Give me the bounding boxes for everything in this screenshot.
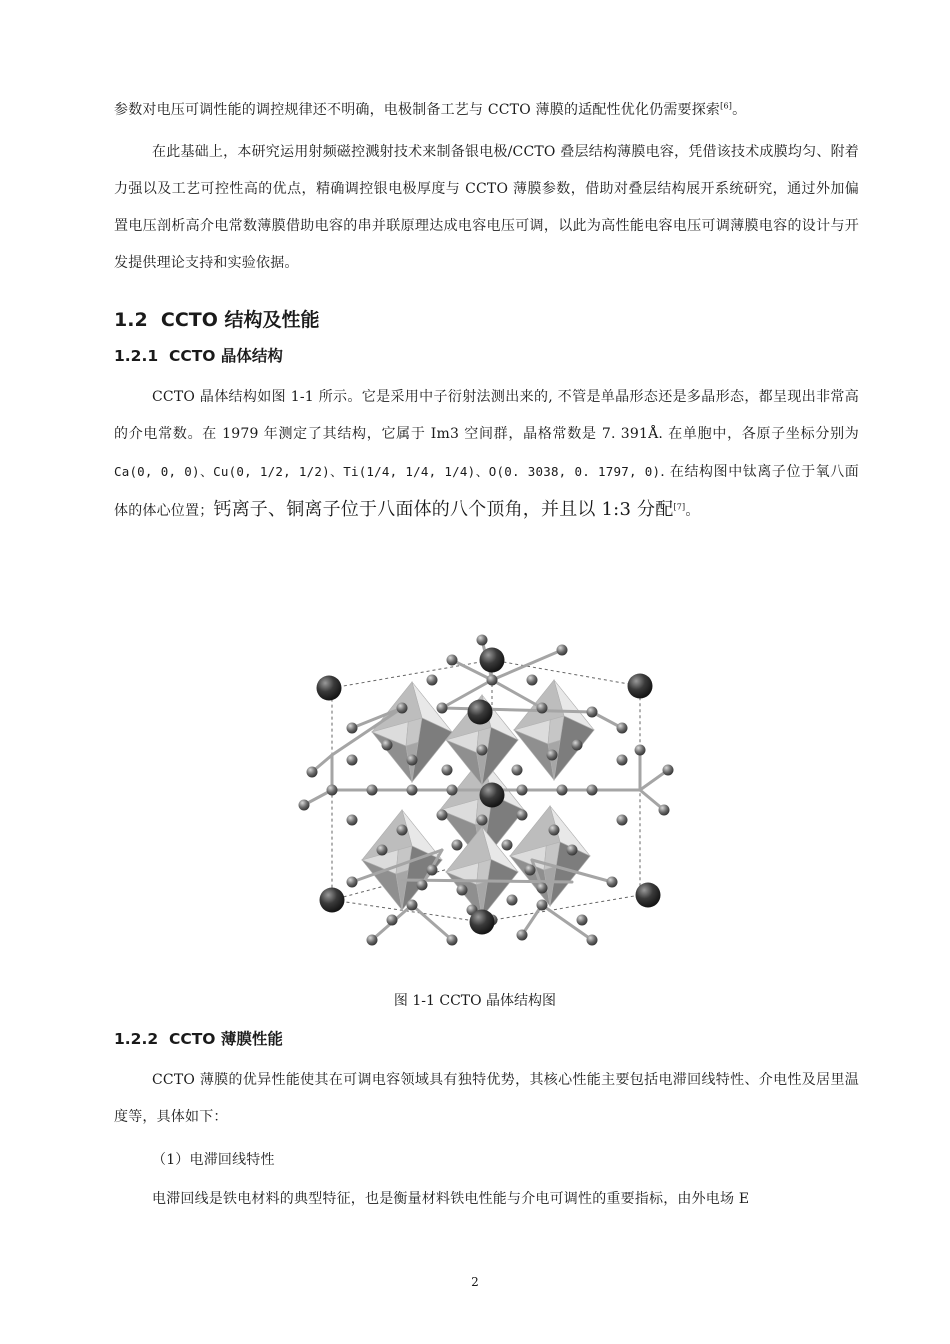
- oxygen-atom: [397, 825, 408, 836]
- oxygen-atom: [377, 845, 388, 856]
- oxygen-atom: [512, 765, 523, 776]
- citation: [7]: [673, 502, 686, 512]
- section-title: CCTO 晶体结构: [168, 347, 283, 365]
- oxygen-atom: [447, 655, 458, 666]
- metal-atom: [480, 783, 505, 808]
- oxygen-atom: [617, 723, 628, 734]
- oxygen-atom: [457, 885, 468, 896]
- list-item-hysteresis: [152, 1142, 752, 1179]
- section-heading-1-2: [114, 305, 320, 332]
- oxygen-atom: [437, 703, 448, 714]
- oxygen-atom: [502, 840, 513, 851]
- paragraph-text-large: 钙离子、铜离子位于八面体的八个顶角，并且以 1:3 分配: [213, 499, 674, 520]
- oxygen-atom: [477, 745, 488, 756]
- oxygen-atom: [437, 810, 448, 821]
- oxygen-atom: [587, 707, 598, 718]
- oxygen-atom: [537, 883, 548, 894]
- oxygen-atom: [537, 900, 548, 911]
- oxygen-atom: [367, 785, 378, 796]
- oxygen-atom: [517, 810, 528, 821]
- figure-caption: 图 1-1 CCTO 晶体结构图: [393, 993, 557, 1009]
- metal-atom: [628, 674, 653, 699]
- oxygen-atom: [635, 745, 646, 756]
- oxygen-atom: [299, 800, 310, 811]
- atomic-coordinates: Ca(0, 0, 0)、Cu(0, 1/2, 1/2)、Ti(1/4, 1/4, 1/4)、O(0. 3038, 0. 1797, 0): [114, 464, 661, 479]
- paragraph-text: CCTO 晶体结构如图 1-1 所示。它是采用中子衍射法测出来的, 不管是单晶形态还是多晶形态，都呈现出非常高的介电常数。在 1979 年测定了其结构，它属于 Im3 空间群，晶格常数是 7. 391Å. 在单胞中，各原子坐标分别为: [114, 389, 859, 442]
- oxygen-atom: [327, 785, 338, 796]
- oxygen-atom: [607, 877, 618, 888]
- oxygen-atom: [549, 825, 560, 836]
- oxygen-atom: [307, 767, 318, 778]
- oxygen-atom: [347, 755, 358, 766]
- oxygen-atom: [537, 703, 548, 714]
- oxygen-atom: [617, 815, 628, 826]
- oxygen-atom: [517, 785, 528, 796]
- metal-atom: [636, 883, 661, 908]
- oxygen-atom: [407, 755, 418, 766]
- oxygen-atom: [477, 815, 488, 826]
- citation: [6]: [720, 101, 733, 111]
- paragraph-research-basis: [114, 134, 859, 282]
- oxygen-atom: [587, 935, 598, 946]
- paragraph-intro-end: [114, 92, 859, 129]
- metal-atom: [320, 888, 345, 913]
- oxygen-atom: [387, 915, 398, 926]
- page-number: 2: [471, 1275, 479, 1289]
- ccto-crystal-structure-figure: [292, 620, 676, 960]
- paragraph-text: . 在结构图中钛离子位于氧八面体的体心位置；: [114, 464, 859, 519]
- oxygen-atom: [617, 755, 628, 766]
- oxygen-atom: [517, 930, 528, 941]
- paragraph-text: 电滞回线是铁电材料的典型特征，也是衡量材料铁电性能与介电可调性的重要指标，由外电场 E: [152, 1191, 750, 1207]
- oxygen-atom: [347, 815, 358, 826]
- bond-line: [402, 880, 572, 882]
- metal-atom: [470, 910, 495, 935]
- punctuation: 。: [685, 503, 700, 519]
- oxygen-atom: [407, 785, 418, 796]
- oxygen-atom: [567, 845, 578, 856]
- metal-atom: [468, 700, 493, 725]
- paragraph-hysteresis: [114, 1181, 859, 1218]
- punctuation: 。: [732, 102, 747, 118]
- oxygen-atom: [577, 915, 588, 926]
- metal-atom: [480, 648, 505, 673]
- oxygen-atom: [525, 865, 536, 876]
- oxygen-atom: [347, 723, 358, 734]
- paragraph-text: 参数对电压可调性能的调控规律还不明确，电极制备工艺与 CCTO 薄膜的适配性优化仍需要探索: [114, 102, 721, 118]
- oxygen-atom: [417, 880, 428, 891]
- oxygen-atom: [663, 765, 674, 776]
- section-heading-1-2-2: [114, 1027, 283, 1049]
- oxygen-atom: [572, 740, 583, 751]
- paragraph-text: 在此基础上，本研究运用射频磁控溅射技术来制备银电极/CCTO 叠层结构薄膜电容，凭借该技术成膜均匀、附着力强以及工艺可控性高的优点，精确调控银电极厚度与 CCTO 薄膜参数，借助对叠层结构展开系统研究，通过外加偏置电压剖析高介电常数薄膜借助电容的串并联原理达成电容电压可调，以此为高性能电容电压可调薄膜电容的设计与开发提供理论支持和实验依据。: [114, 144, 859, 271]
- oxygen-atom: [427, 675, 438, 686]
- oxygen-atom: [557, 645, 568, 656]
- oxygen-atom: [447, 935, 458, 946]
- oxygen-atom: [367, 935, 378, 946]
- section-number: 1.2.1: [114, 347, 159, 365]
- oxygen-atom: [452, 840, 463, 851]
- paragraph-film-performance: [114, 1062, 859, 1136]
- metal-atom: [317, 676, 342, 701]
- oxygen-atom: [347, 877, 358, 888]
- oxygen-atom: [527, 675, 538, 686]
- crystal-structure-diagram: [292, 620, 676, 960]
- oxygen-atom: [547, 750, 558, 761]
- oxygen-atom: [397, 703, 408, 714]
- oxygen-atom: [442, 765, 453, 776]
- section-title: CCTO 薄膜性能: [168, 1030, 283, 1048]
- oxygen-atom: [557, 785, 568, 796]
- oxygen-atom: [407, 900, 418, 911]
- section-title: CCTO 结构及性能: [160, 309, 320, 331]
- section-number: 1.2: [114, 309, 148, 331]
- paragraph-crystal-structure: [114, 379, 859, 530]
- section-heading-1-2-1: [114, 344, 283, 366]
- oxygen-atom: [382, 740, 393, 751]
- oxygen-atom: [487, 675, 498, 686]
- oxygen-atom: [427, 865, 438, 876]
- oxygen-atom: [447, 785, 458, 796]
- list-item-text: （1）电滞回线特性: [152, 1152, 275, 1168]
- oxygen-atom: [507, 895, 518, 906]
- paragraph-text: CCTO 薄膜的优异性能使其在可调电容领域具有独特优势，其核心性能主要包括电滞回线特性、介电性及居里温度等，具体如下：: [114, 1072, 859, 1125]
- oxygen-atom: [587, 785, 598, 796]
- oxygen-atom: [659, 805, 670, 816]
- oxygen-atom: [477, 635, 488, 646]
- section-number: 1.2.2: [114, 1030, 159, 1048]
